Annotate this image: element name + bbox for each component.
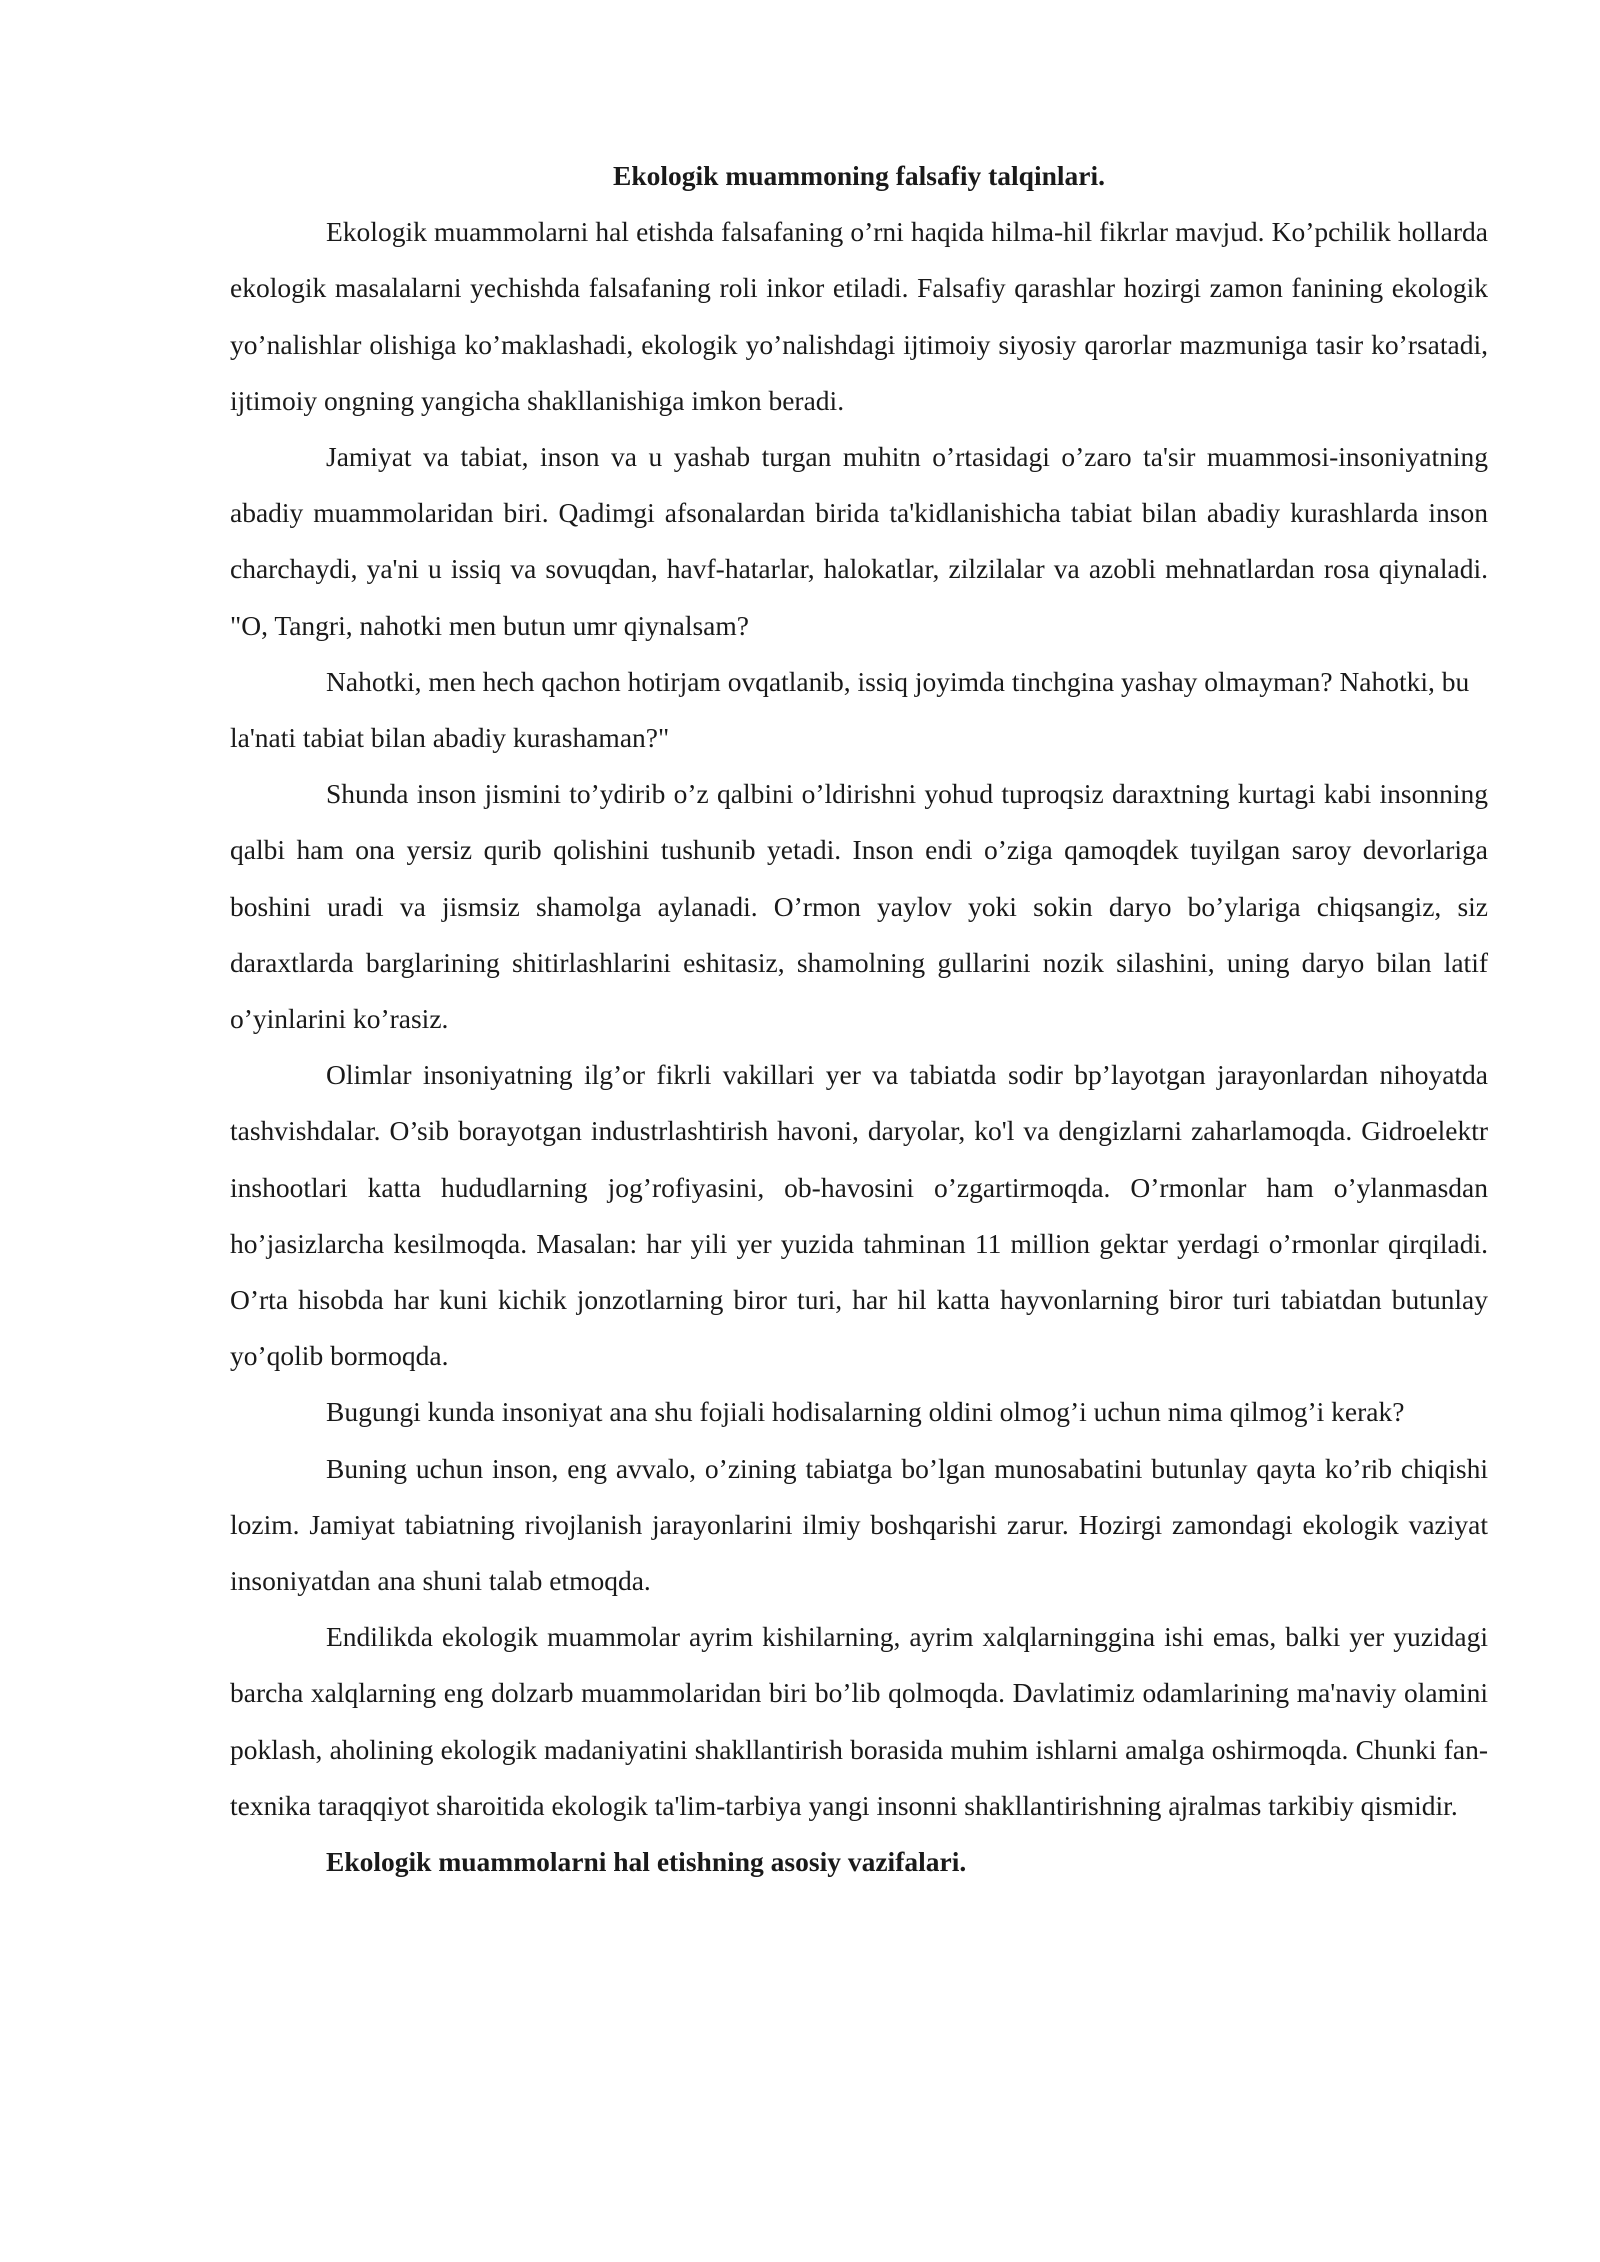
paragraph-olimlar: Olimlar insoniyatning ilg’or fikrli vakillari yer va tabiatda sodir bp’layotgan jarayonlardan nihoyatda tashvishdalar. O’sib borayotgan industrlashtirish havoni, daryolar, ko'l va dengizlarni zaharlamoqda. Gidroelektr inshootlari katta hududlarning jog’rofiyasini, ob-havosini o’zgartirmoqda. O’rmonlar ham o’ylanmasdan ho’jasizlarcha kesilmoqda. Masalan: har yili yer yuzida tahminan 11 million gektar yerdagi o’rmonlar qirqiladi. O’rta hisobda har kuni kichik jonzotlarning biror turi, har hil katta hayvonlarning biror turi tabiatdan butunlay yo’qolib bormoqda. <box>230 1059 1488 1372</box>
paragraph-buning-uchun: Buning uchun inson, eng avvalo, o’zining tabiatga bo’lgan munosabatini butunlay qayta ko’rib chiqishi lozim. Jamiyat tabiatning rivojlanish jarayonlarini ilmiy boshqarishi zarur. Hozirgi zamondagi ekologik vaziyat insoniyatdan ana shuni talab etmoqda. <box>230 1452 1488 1597</box>
section-subheading: Ekologik muammolarni hal etishning asosiy vazifalari. <box>326 1846 967 1878</box>
paragraph-jamiyat-va-tabiat: Jamiyat va tabiat, inson va u yashab turgan muhitn o’rtasidagi o’zaro ta'sir muammosi-insoniyatning abadiy muammolaridan biri. Qadimgi afsonalardan birida ta'kidlanishicha tabiat bilan abadiy kurashlarda inson charchaydi, ya'ni u issiq va sovuqdan, havf-hatarlar, halokatlar, zilzilalar va azobli mehnatlardan rosa qiynaladi. "O, Tangri, nahotki men butun umr qiynalsam? <box>230 441 1488 641</box>
paragraph-shunda-inson: Shunda inson jismini to’ydirib o’z qalbini o’ldirishni yohud tuproqsiz daraxtning kurtagi kabi insonning qalbi ham ona yersiz qurib qolishini tushunib yetadi. Inson endi o’ziga qamoqdek tuyilgan saroy devorlariga boshini uradi va jismsiz shamolga aylanadi. O’rmon yaylov yoki sokin daryo bo’ylariga chiqsangiz, siz daraxtlarda barglarining shitirlashlarini eshitasiz, shamolning gullarini nozik silashini, uning daryo bilan latif o’yinlarini ko’rasiz. <box>230 778 1488 1035</box>
paragraph-nahotki: Nahotki, men hech qachon hotirjam ovqatlanib, issiq joyimda tinchgina yashay olmayman? Nahotki, bu la'nati tabiat bilan abadiy kurashaman?" <box>230 665 1470 754</box>
paragraph-bugungi-kunda: Bugungi kunda insoniyat ana shu fojiali hodisalarning oldini olmog’i uchun nima qilmog’i kerak? <box>326 1396 1405 1428</box>
document-title: Ekologik muammoning falsafiy talqinlari. <box>612 160 1106 191</box>
paragraph-endilikda: Endilikda ekologik muammolar ayrim kishilarning, ayrim xalqlarninggina ishi emas, balki yer yuzidagi barcha xalqlarning eng dolzarb muammolaridan biri bo’lib qolmoqda. Davlatimiz odamlarining ma'naviy olamini poklash, aholining ekologik madaniyatini shakllantirish borasida muhim ishlarni amalga oshirmoqda. Chunki fan-texnika taraqqiyot sharoitida ekologik ta'lim-tarbiya yangi insonni shakllantirishning ajralmas tarkibiy qismidir. <box>230 1621 1488 1821</box>
paragraph-falsafa-orni: Ekologik muammolarni hal etishda falsafaning o’rni haqida hilma-hil fikrlar mavjud. Ko’pchilik hollarda ekologik masalalarni yechishda falsafaning roli inkor etiladi. Falsafiy qarashlar hozirgi zamon fanining ekologik yo’nalishlar olishiga ko’maklashadi, ekologik yo’nalishdagi ijtimoiy siyosiy qarorlar mazmuniga tasir ko’rsatadi, ijtimoiy ongning yangicha shakllanishiga imkon beradi. <box>230 216 1488 416</box>
document-page <box>230 148 1488 1890</box>
